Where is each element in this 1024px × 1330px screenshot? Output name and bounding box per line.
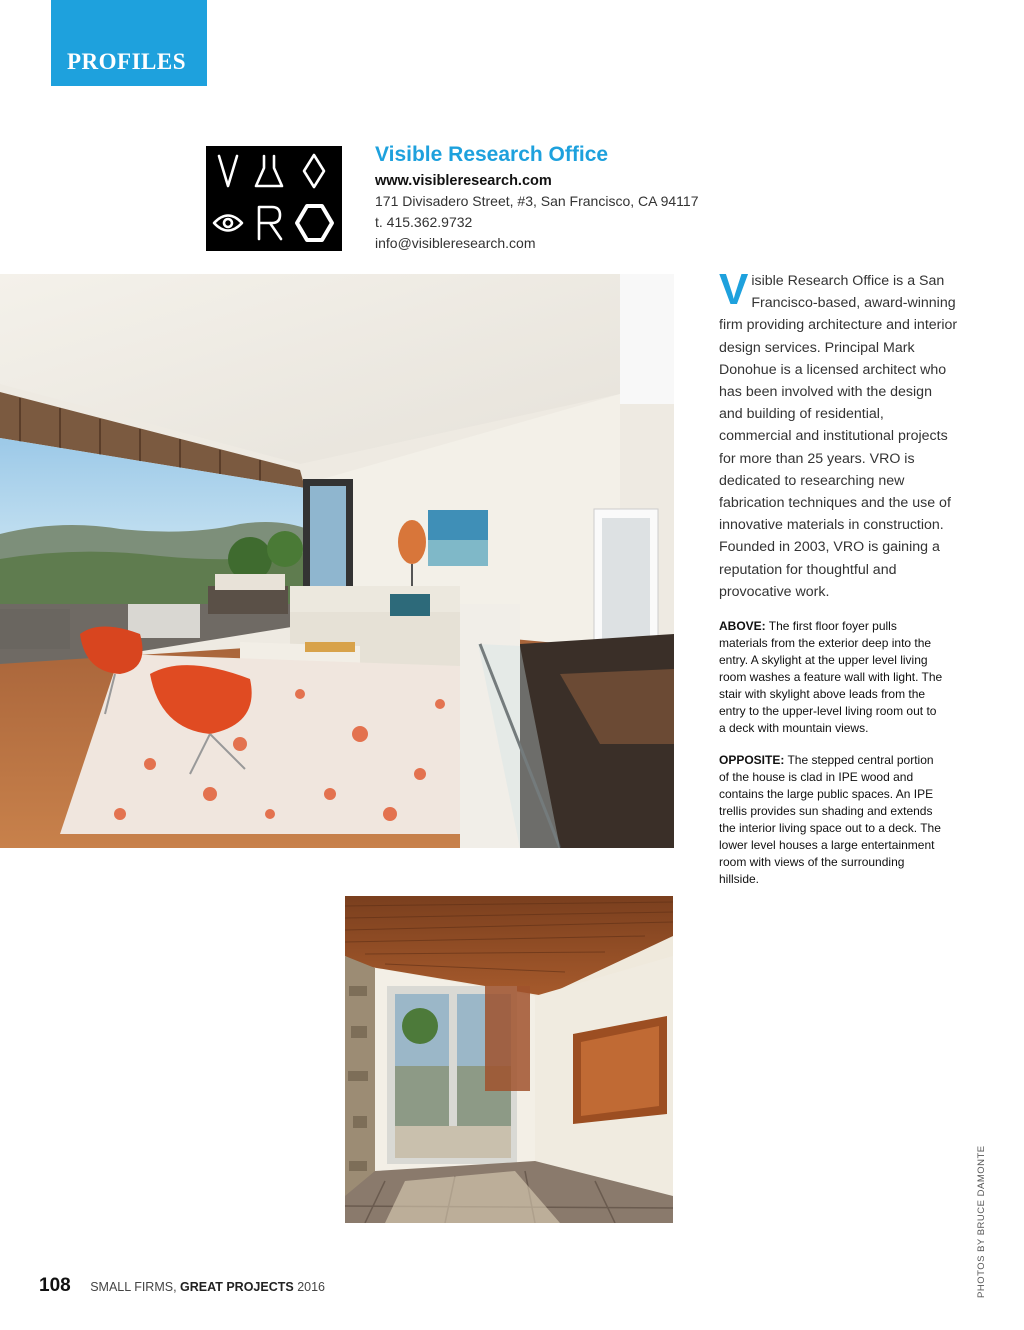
page-number: 108 xyxy=(39,1275,71,1296)
caption-opposite-text: The stepped central portion of the house is clad in IPE wood and contains the large public spaces. An IPE trellis provides sun shading and extends the interior living space out to a deck. The lower level houses a large entertainment room with views of the surrounding hillside. xyxy=(719,753,941,886)
caption-above-text: The first floor foyer pulls materials from the exterior deep into the entry. A skylight at the upper level living room washes a feature wall with light. The stair with skylight above leads from the entry to the upper-level living room out to a deck with mountain views. xyxy=(719,619,943,735)
caption-above xyxy=(719,618,943,737)
profile-body-text: isible Research Office is a San Francisco-based, award-winning firm providing architecture and interior design services. Principal Mark Donohue is a licensed architect who has been involved with the design and building of residential, commercial and institutional projects for more than 25 years. VRO is dedicated to researching new fabrication techniques and the use of innovative materials in construction. Founded in 2003, VRO is gaining a reputation for thoughtful and provocative work. xyxy=(719,273,958,600)
firm-website[interactable]: www.visibleresearch.com xyxy=(375,173,552,189)
page-footer xyxy=(39,1275,325,1297)
publication-title: GREAT PROJECTS xyxy=(180,1280,294,1294)
firm-name: Visible Research Office xyxy=(375,143,609,166)
photo-credit: PHOTOS BY BRUCE DAMONTE xyxy=(976,1145,987,1298)
foyer-photo xyxy=(345,896,673,1223)
section-tab-label: PROFILES xyxy=(67,49,187,74)
section-tab xyxy=(51,0,207,86)
publication-prefix: SMALL FIRMS, xyxy=(90,1280,177,1294)
caption-opposite-label: OPPOSITE: xyxy=(719,753,785,767)
firm-address: 171 Divisadero Street, #3, San Francisco, CA 94117 xyxy=(375,193,699,209)
publication-year: 2016 xyxy=(297,1280,325,1294)
caption-above-label: ABOVE: xyxy=(719,619,766,633)
vro-logo-icon xyxy=(206,146,342,251)
living-room-photo xyxy=(0,274,674,848)
dropcap: V xyxy=(719,265,749,314)
firm-logo xyxy=(206,146,342,251)
caption-opposite xyxy=(719,752,943,888)
firm-info xyxy=(375,143,775,254)
profile-body xyxy=(719,265,959,603)
firm-phone: t. 415.362.9732 xyxy=(375,214,473,230)
firm-email[interactable]: info@visibleresearch.com xyxy=(375,235,536,251)
